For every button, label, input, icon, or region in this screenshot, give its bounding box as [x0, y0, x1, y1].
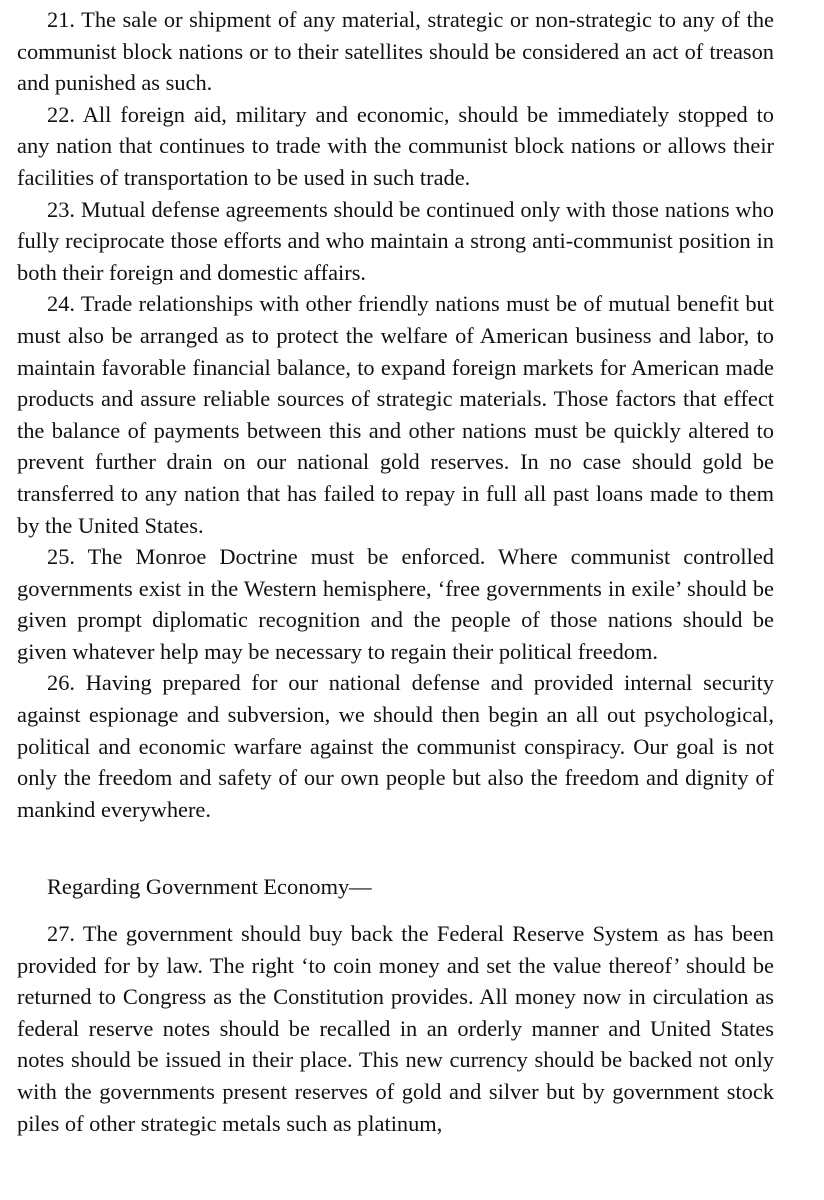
paragraph-27: [17, 918, 774, 1139]
paragraph-text: All foreign aid, military and economic, should be immediately stopped to any nation that continues to trade with the communist block nations or allows their facilities of transportation to be used in such trade.: [17, 101, 774, 190]
paragraph-21: [17, 4, 774, 99]
paragraph-text: The government should buy back the Federal Reserve System as has been provided for by law. The right ‘to coin money and set the value thereof’ should be returned to Congress as the Constitution provides. All money now in circulation as federal reserve notes should be recalled in an orderly manner and United States notes should be issued in their place. This new currency should be backed not only with the governments present reserves of gold and silver but by government stock piles of other strategic metals such as platinum,: [17, 921, 774, 1136]
paragraph-number: 27.: [47, 921, 75, 947]
paragraph-text: The sale or shipment of any material, strategic or non-strategic to any of the communist block nations or to their satellites should be considered an act of treason and punished as such.: [17, 7, 774, 96]
paragraph-number: 25.: [47, 544, 75, 570]
paragraph-number: 26.: [47, 670, 75, 696]
paragraph-text: The Monroe Doctrine must be enforced. Where communist controlled governments exist in the Western hemisphere, ‘free governments in exile’ should be given prompt diplomatic recognition and the people of those nations should be given whatever help may be necessary to regain their political freedom.: [17, 544, 774, 664]
paragraph-number: 24.: [47, 291, 75, 317]
document-page: [17, 4, 774, 1139]
paragraph-number: 23.: [47, 196, 75, 222]
paragraph-text: Trade relationships with other friendly nations must be of mutual benefit but must also be arranged as to protect the welfare of American business and labor, to maintain favorable financial balance, to expand foreign markets for American made products and assure reliable sources of strategic materials. Those factors that effect the balance of payments between this and other nations must be quickly altered to prevent further drain on our national gold reserves. In no case should gold be transferred to any nation that has failed to repay in full all past loans made to them by the United States.: [17, 291, 774, 538]
paragraph-number: 21.: [47, 7, 75, 32]
paragraph-25: [17, 541, 774, 667]
section-heading: Regarding Government Economy—: [47, 874, 372, 900]
paragraph-23: [17, 194, 774, 289]
paragraph-text: Having prepared for our national defense and provided internal security against espionage and subversion, we should then begin an all out psychological, political and economic warfare against the communist conspiracy. Our goal is not only the freedom and safety of our own people but also the freedom and dignity of mankind everywhere.: [17, 670, 774, 822]
paragraph-24: [17, 288, 774, 541]
paragraph-26: [17, 667, 774, 825]
paragraph-text: Mutual defense agreements should be continued only with those nations who fully reciprocate those efforts and who maintain a strong anti-communist position in both their foreign and domestic affairs.: [17, 196, 774, 285]
paragraph-22: [17, 99, 774, 194]
paragraph-number: 22.: [47, 101, 75, 127]
